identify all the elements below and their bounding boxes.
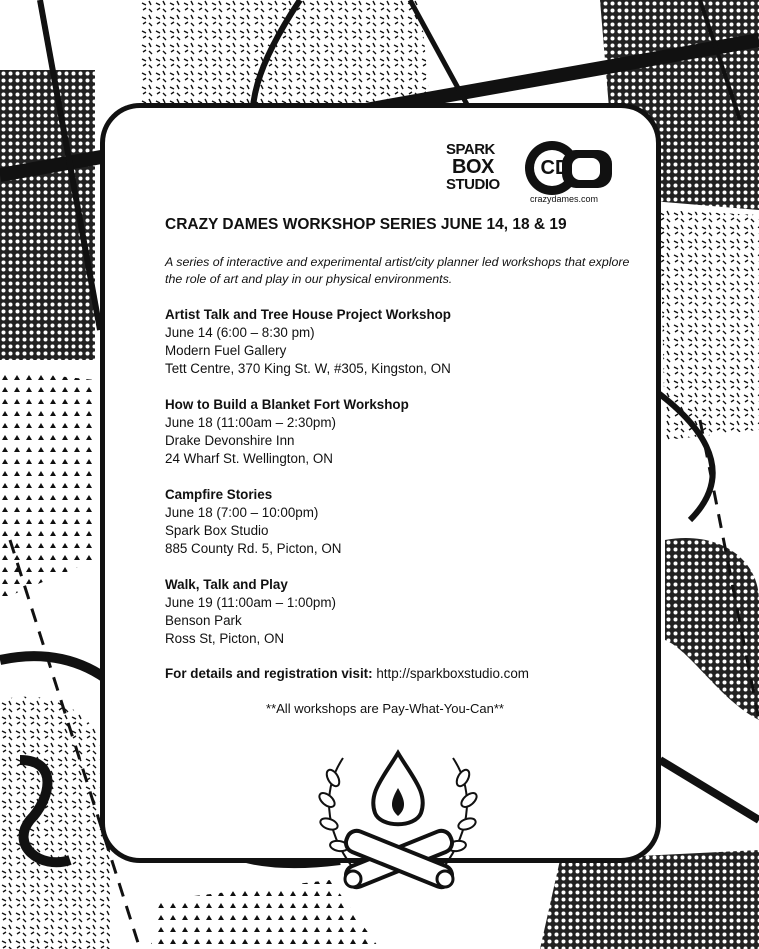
event-address: Tett Centre, 370 King St. W, #305, Kingston, ON: [165, 361, 451, 376]
event-venue: Spark Box Studio: [165, 523, 269, 538]
event-address: 885 County Rd. 5, Picton, ON: [165, 541, 342, 556]
event-date: June 18 (7:00 – 10:00pm): [165, 505, 319, 520]
logo-line-studio: STUDIO: [446, 176, 500, 193]
spark-box-studio-logo: [446, 142, 516, 192]
logo-line-box: BOX: [452, 156, 494, 178]
intro-text: A series of interactive and experimental artist/city planner led workshops that explore the role of art and play in our physical environments.: [165, 255, 630, 286]
pay-what-you-can-note: **All workshops are Pay-What-You-Can**: [266, 701, 504, 716]
event-venue: Benson Park: [165, 613, 242, 628]
event-1: [165, 306, 645, 378]
event-venue: Modern Fuel Gallery: [165, 343, 287, 358]
event-address: 24 Wharf St. Wellington, ON: [165, 451, 333, 466]
event-date: June 18 (11:00am – 2:30pm): [165, 415, 336, 430]
event-name: Campfire Stories: [165, 487, 273, 502]
flyer-content: [165, 216, 645, 716]
registration-link[interactable]: http://sparkboxstudio.com: [376, 666, 529, 681]
event-venue: Drake Devonshire Inn: [165, 433, 295, 448]
event-date: June 19 (11:00am – 1:00pm): [165, 595, 336, 610]
event-4: [165, 576, 645, 648]
logos: [446, 138, 616, 208]
event-2: [165, 396, 645, 468]
page-title: CRAZY DAMES WORKSHOP SERIES JUNE 14, 18 & 19: [165, 216, 567, 233]
event-name: How to Build a Blanket Fort Workshop: [165, 397, 409, 412]
logo-line-spark: SPARK: [446, 141, 495, 158]
campfire-icon: [303, 748, 493, 898]
registration-line: [165, 666, 645, 681]
event-3: [165, 486, 645, 558]
crazy-dames-url: crazydames.com: [530, 194, 599, 204]
event-name: Artist Talk and Tree House Project Workshop: [165, 307, 451, 322]
event-address: Ross St, Picton, ON: [165, 631, 285, 646]
registration-label: For details and registration visit:: [165, 666, 373, 681]
crazy-dames-mark: CD: [540, 157, 570, 179]
event-date: June 14 (6:00 – 8:30 pm): [165, 325, 315, 340]
event-name: Walk, Talk and Play: [165, 577, 288, 592]
crazy-dames-logo-icon: [522, 138, 614, 196]
flyer-card: [100, 103, 661, 863]
